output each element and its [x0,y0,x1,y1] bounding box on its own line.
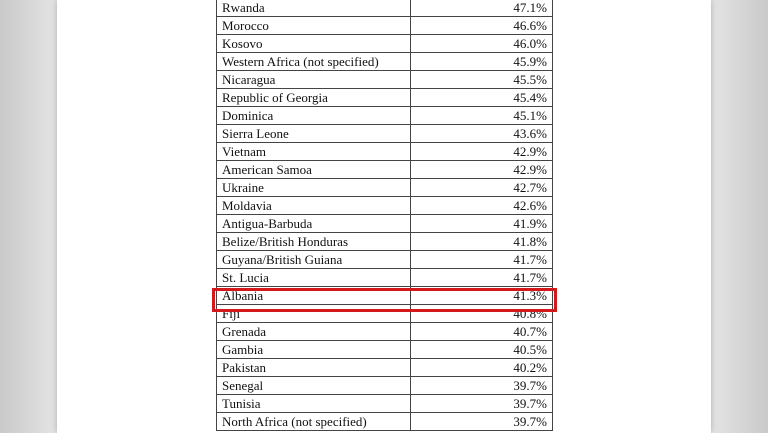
table-row [217,107,553,125]
percentage-cell: 46.6% [411,17,553,35]
country-cell: Senegal [217,377,411,395]
table-row [217,143,553,161]
percentage-cell: 41.7% [411,251,553,269]
percentage-cell: 39.7% [411,377,553,395]
background-right [708,0,768,433]
country-cell: Moldavia [217,197,411,215]
country-cell: Nicaragua [217,71,411,89]
percentage-cell: 39.7% [411,413,553,431]
percentage-cell: 41.8% [411,233,553,251]
country-cell: Ukraine [217,179,411,197]
percentage-cell: 41.3% [411,287,553,305]
percentage-cell: 43.6% [411,125,553,143]
country-cell: Dominica [217,107,411,125]
percentage-cell: 40.8% [411,305,553,323]
percentage-cell: 45.4% [411,89,553,107]
percentage-cell: 42.7% [411,179,553,197]
percentage-cell: 42.6% [411,197,553,215]
country-cell: Grenada [217,323,411,341]
country-cell: St. Lucia [217,269,411,287]
table-row [217,161,553,179]
table-row [217,71,553,89]
country-cell: Kosovo [217,35,411,53]
country-cell: Fiji [217,305,411,323]
percentage-cell: 45.5% [411,71,553,89]
country-cell: Guyana/British Guiana [217,251,411,269]
percentage-cell: 42.9% [411,143,553,161]
country-cell: Rwanda [217,0,411,17]
country-cell: North Africa (not specified) [217,413,411,431]
percentage-cell: 41.7% [411,269,553,287]
table-row [217,341,553,359]
table-row-highlighted [217,287,553,305]
table-row [217,17,553,35]
table-row [217,305,553,323]
percentage-cell: 46.0% [411,35,553,53]
table-row [217,251,553,269]
table-row [217,233,553,251]
table-row [217,413,553,431]
table-row [217,179,553,197]
background-left [0,0,60,433]
country-cell: Antigua-Barbuda [217,215,411,233]
country-cell: Sierra Leone [217,125,411,143]
country-cell: Vietnam [217,143,411,161]
percentage-cell: 40.2% [411,359,553,377]
table-row [217,53,553,71]
table-row [217,35,553,53]
country-cell: Pakistan [217,359,411,377]
table-row [217,395,553,413]
country-cell: Belize/British Honduras [217,233,411,251]
country-cell: Gambia [217,341,411,359]
country-percentage-table [216,0,553,431]
country-cell: Albania [217,287,411,305]
country-cell: Western Africa (not specified) [217,53,411,71]
table-row [217,323,553,341]
percentage-cell: 42.9% [411,161,553,179]
percentage-cell: 40.7% [411,323,553,341]
country-cell: Tunisia [217,395,411,413]
percentage-cell: 47.1% [411,0,553,17]
percentage-cell: 45.1% [411,107,553,125]
table-row [217,0,553,17]
table-row [217,125,553,143]
country-cell: Morocco [217,17,411,35]
country-cell: Republic of Georgia [217,89,411,107]
table-row [217,359,553,377]
percentage-cell: 41.9% [411,215,553,233]
percentage-cell: 40.5% [411,341,553,359]
table-row [217,215,553,233]
percentage-cell: 39.7% [411,395,553,413]
country-cell: American Samoa [217,161,411,179]
table-row [217,197,553,215]
table-row [217,377,553,395]
table-row [217,89,553,107]
table-row [217,269,553,287]
percentage-cell: 45.9% [411,53,553,71]
